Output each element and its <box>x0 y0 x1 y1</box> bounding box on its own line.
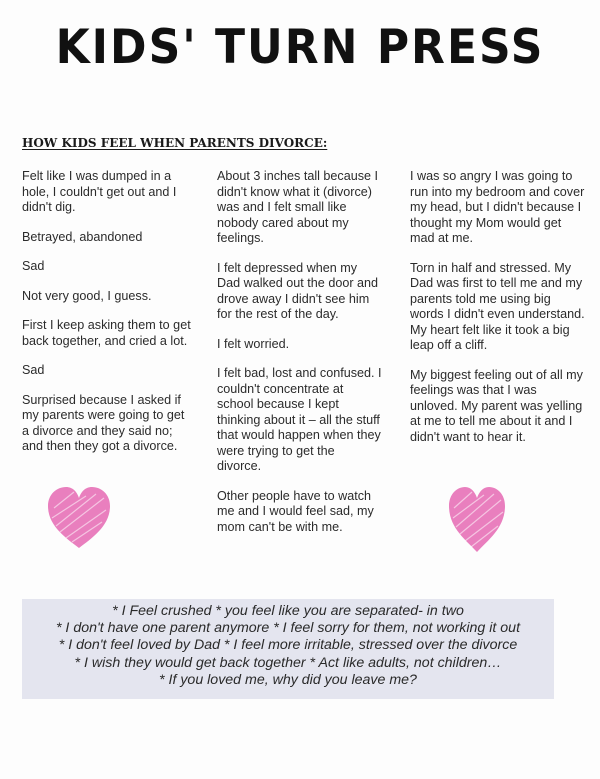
quote-paragraph: Felt like I was dumped in a hole, I couldn't get out and I didn't dig. <box>22 169 177 214</box>
heart-icon <box>44 484 114 550</box>
quote-paragraph: I was so angry I was going to run into my bedroom and cover my head, but I didn't because I thought my Mom would get mad at me. <box>410 169 585 245</box>
column-2 <box>217 169 382 549</box>
quote-line: * I don't have one parent anymore * I feel sorry for them, not working it out <box>55 620 521 637</box>
quote-paragraph: Not very good, I guess. <box>22 288 152 303</box>
quote-paragraph: First I keep asking them to get back together, and cried a lot. <box>22 318 191 348</box>
column-1 <box>22 169 192 469</box>
quote-paragraph: I felt worried. <box>217 336 290 351</box>
heart-icon <box>446 484 508 554</box>
column-3 <box>410 169 585 459</box>
quote-paragraph: Other people have to watch me and I would feel sad, my mom can't be with me. <box>217 488 374 534</box>
quote-paragraph: Sad <box>22 259 45 273</box>
quote-paragraph: My biggest feeling out of all my feelings was that I was unloved. My parent was yelling at me to tell me about it and I didn't want to hear it. <box>410 367 583 444</box>
section-heading: HOW KIDS FEEL WHEN PARENTS DIVORCE: <box>22 136 328 150</box>
quote-line: * I don't feel loved by Dad * I feel more irritable, stressed over the divorce <box>58 637 518 654</box>
quote-paragraph: Betrayed, abandoned <box>22 229 143 244</box>
quote-paragraph: Torn in half and stressed. My Dad was first to tell me and my parents told me using big words I didn't even understand. My heart felt like it took a big leap off a cliff. <box>410 260 585 352</box>
quote-paragraph: I felt depressed when my Dad walked out the door and drove away I didn't see him for the rest of the day. <box>217 260 379 321</box>
quote-paragraph: Surprised because I asked if my parents were going to get a divorce and they said no; and then they got a divorce. <box>22 392 185 453</box>
quote-line: * If you loved me, why did you leave me? <box>159 671 417 688</box>
quote-line: * I wish they would get back together * Act like adults, not children… <box>74 654 502 671</box>
page-title: KIDS' TURN PRESS <box>55 19 545 76</box>
quote-paragraph: About 3 inches tall because I didn't know what it (divorce) was and I felt small like nobody cared about my feelings. <box>217 169 379 245</box>
quote-paragraph: Sad <box>22 363 45 377</box>
quote-paragraph: I felt bad, lost and confused. I couldn't concentrate at school because I kept thinking about it – all the stuff that would happen when they were trying to get the divorce. <box>217 366 382 473</box>
quotes-box <box>22 599 554 699</box>
quote-line: * I Feel crushed * you feel like you are separated- in two <box>112 603 464 619</box>
